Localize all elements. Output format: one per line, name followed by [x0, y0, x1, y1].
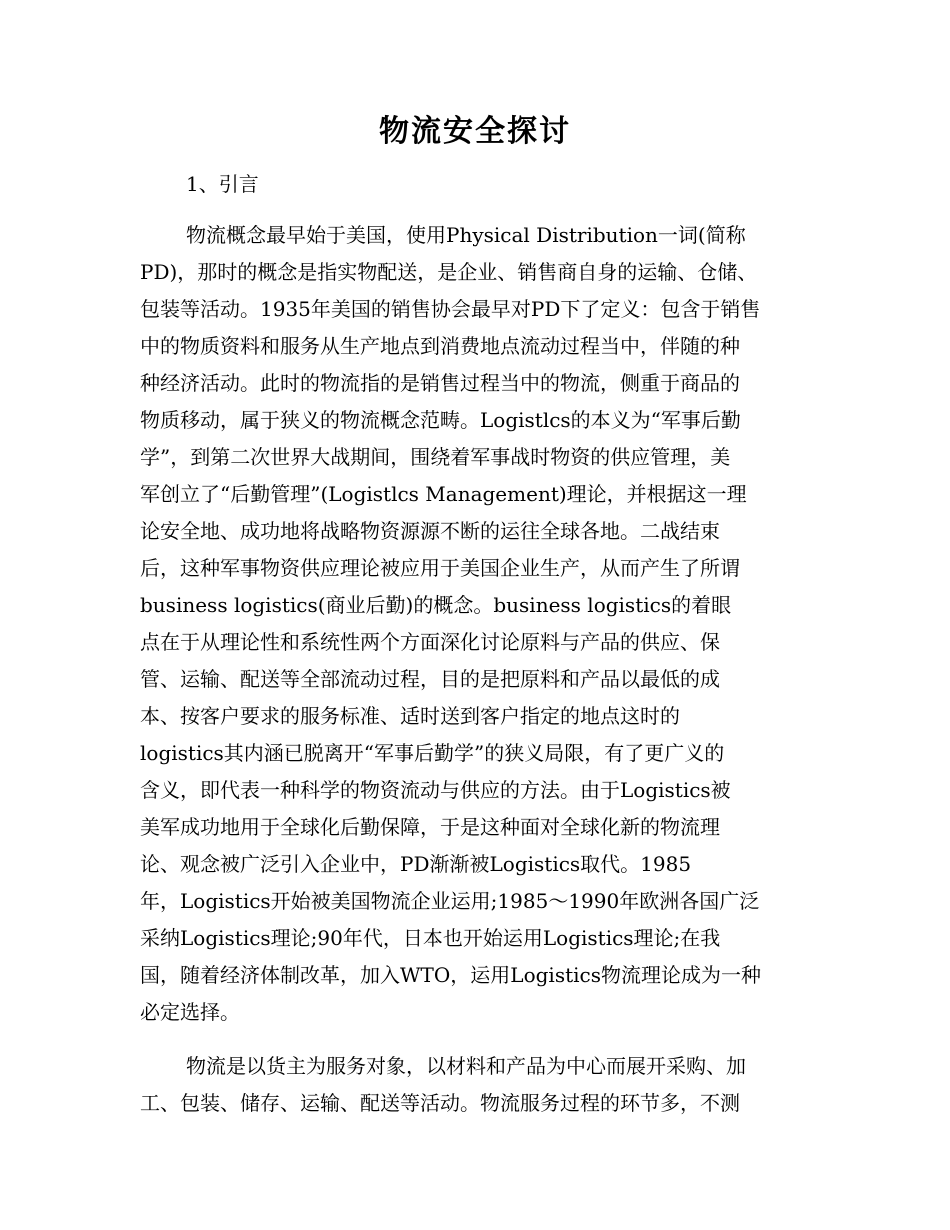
paragraph-line: 点在于从理论性和系统性两个方面深化讨论原料与产品的供应、保 [140, 630, 720, 654]
paragraph-line: 工、包装、储存、运输、配送等活动。物流服务过程的环节多，不测 [140, 1091, 740, 1115]
paragraph-line: 物质移动，属于狭义的物流概念范畴。Logistlcs的本义为“军事后勤 [140, 408, 741, 432]
paragraph-line: 包装等活动。1935年美国的销售协会最早对PD下了定义：包含于销售 [140, 297, 761, 321]
paragraph-line: 种经济活动。此时的物流指的是销售过程当中的物流，侧重于商品的 [140, 371, 740, 395]
paragraph-line: 物流是以货主为服务对象，以材料和产品为中心而展开采购、加 [186, 1054, 746, 1078]
paragraph-line: 管、运输、配送等全部流动过程，目的是把原料和产品以最低的成 [140, 667, 720, 691]
paragraph-2 [140, 1048, 812, 1122]
paragraph-line: 后，这种军事物资供应理论被应用于美国企业生产，从而产生了所谓 [140, 556, 740, 580]
paragraph-line: 含义，即代表一种科学的物资流动与供应的方法。由于Logistics被 [140, 778, 731, 802]
paragraph-1 [140, 217, 812, 1031]
paragraph-line: 物流概念最早始于美国，使用Physical Distribution一词(简称 [186, 223, 746, 247]
paragraph-line: 论、观念被广泛引入企业中，PD渐渐被Logistics取代。1985 [140, 852, 692, 876]
paragraph-line: 学”，到第二次世界大战期间，围绕着军事战时物资的供应管理，美 [140, 445, 731, 469]
paragraph-line: 本、按客户要求的服务标准、适时送到客户指定的地点这时的 [140, 704, 680, 728]
paragraph-line: 论安全地、成功地将战略物资源源不断的运往全球各地。二战结束 [140, 519, 720, 543]
paragraph-line: PD)，那时的概念是指实物配送，是企业、销售商自身的运输、仓储、 [140, 260, 758, 284]
section-heading: 1、引言 [186, 172, 259, 196]
paragraph-line: 必定选择。 [140, 1000, 240, 1024]
paragraph-line: 年，Logistics开始被美国物流企业运用;1985～1990年欧洲各国广泛 [140, 889, 760, 913]
paragraph-line: 中的物质资料和服务从生产地点到消费地点流动过程当中，伴随的种 [140, 334, 740, 358]
paragraph-line: 军创立了“后勤管理”(Logistlcs Management)理论，并根据这一理 [140, 482, 747, 506]
paragraph-line: 美军成功地用于全球化后勤保障，于是这种面对全球化新的物流理 [140, 815, 720, 839]
paragraph-line: 采纳Logistics理论;90年代，日本也开始运用Logistics理论;在我 [140, 926, 721, 950]
paragraph-line: logistics其内涵已脱离开“军事后勤学”的狭义局限，有了更广义的 [140, 741, 725, 765]
document-title: 物流安全探讨 [379, 114, 571, 149]
paragraph-line: business logistics(商业后勤)的概念。business logistics的着眼 [140, 593, 732, 617]
paragraph-line: 国，随着经济体制改革，加入WTO，运用Logistics物流理论成为一种 [140, 963, 761, 987]
